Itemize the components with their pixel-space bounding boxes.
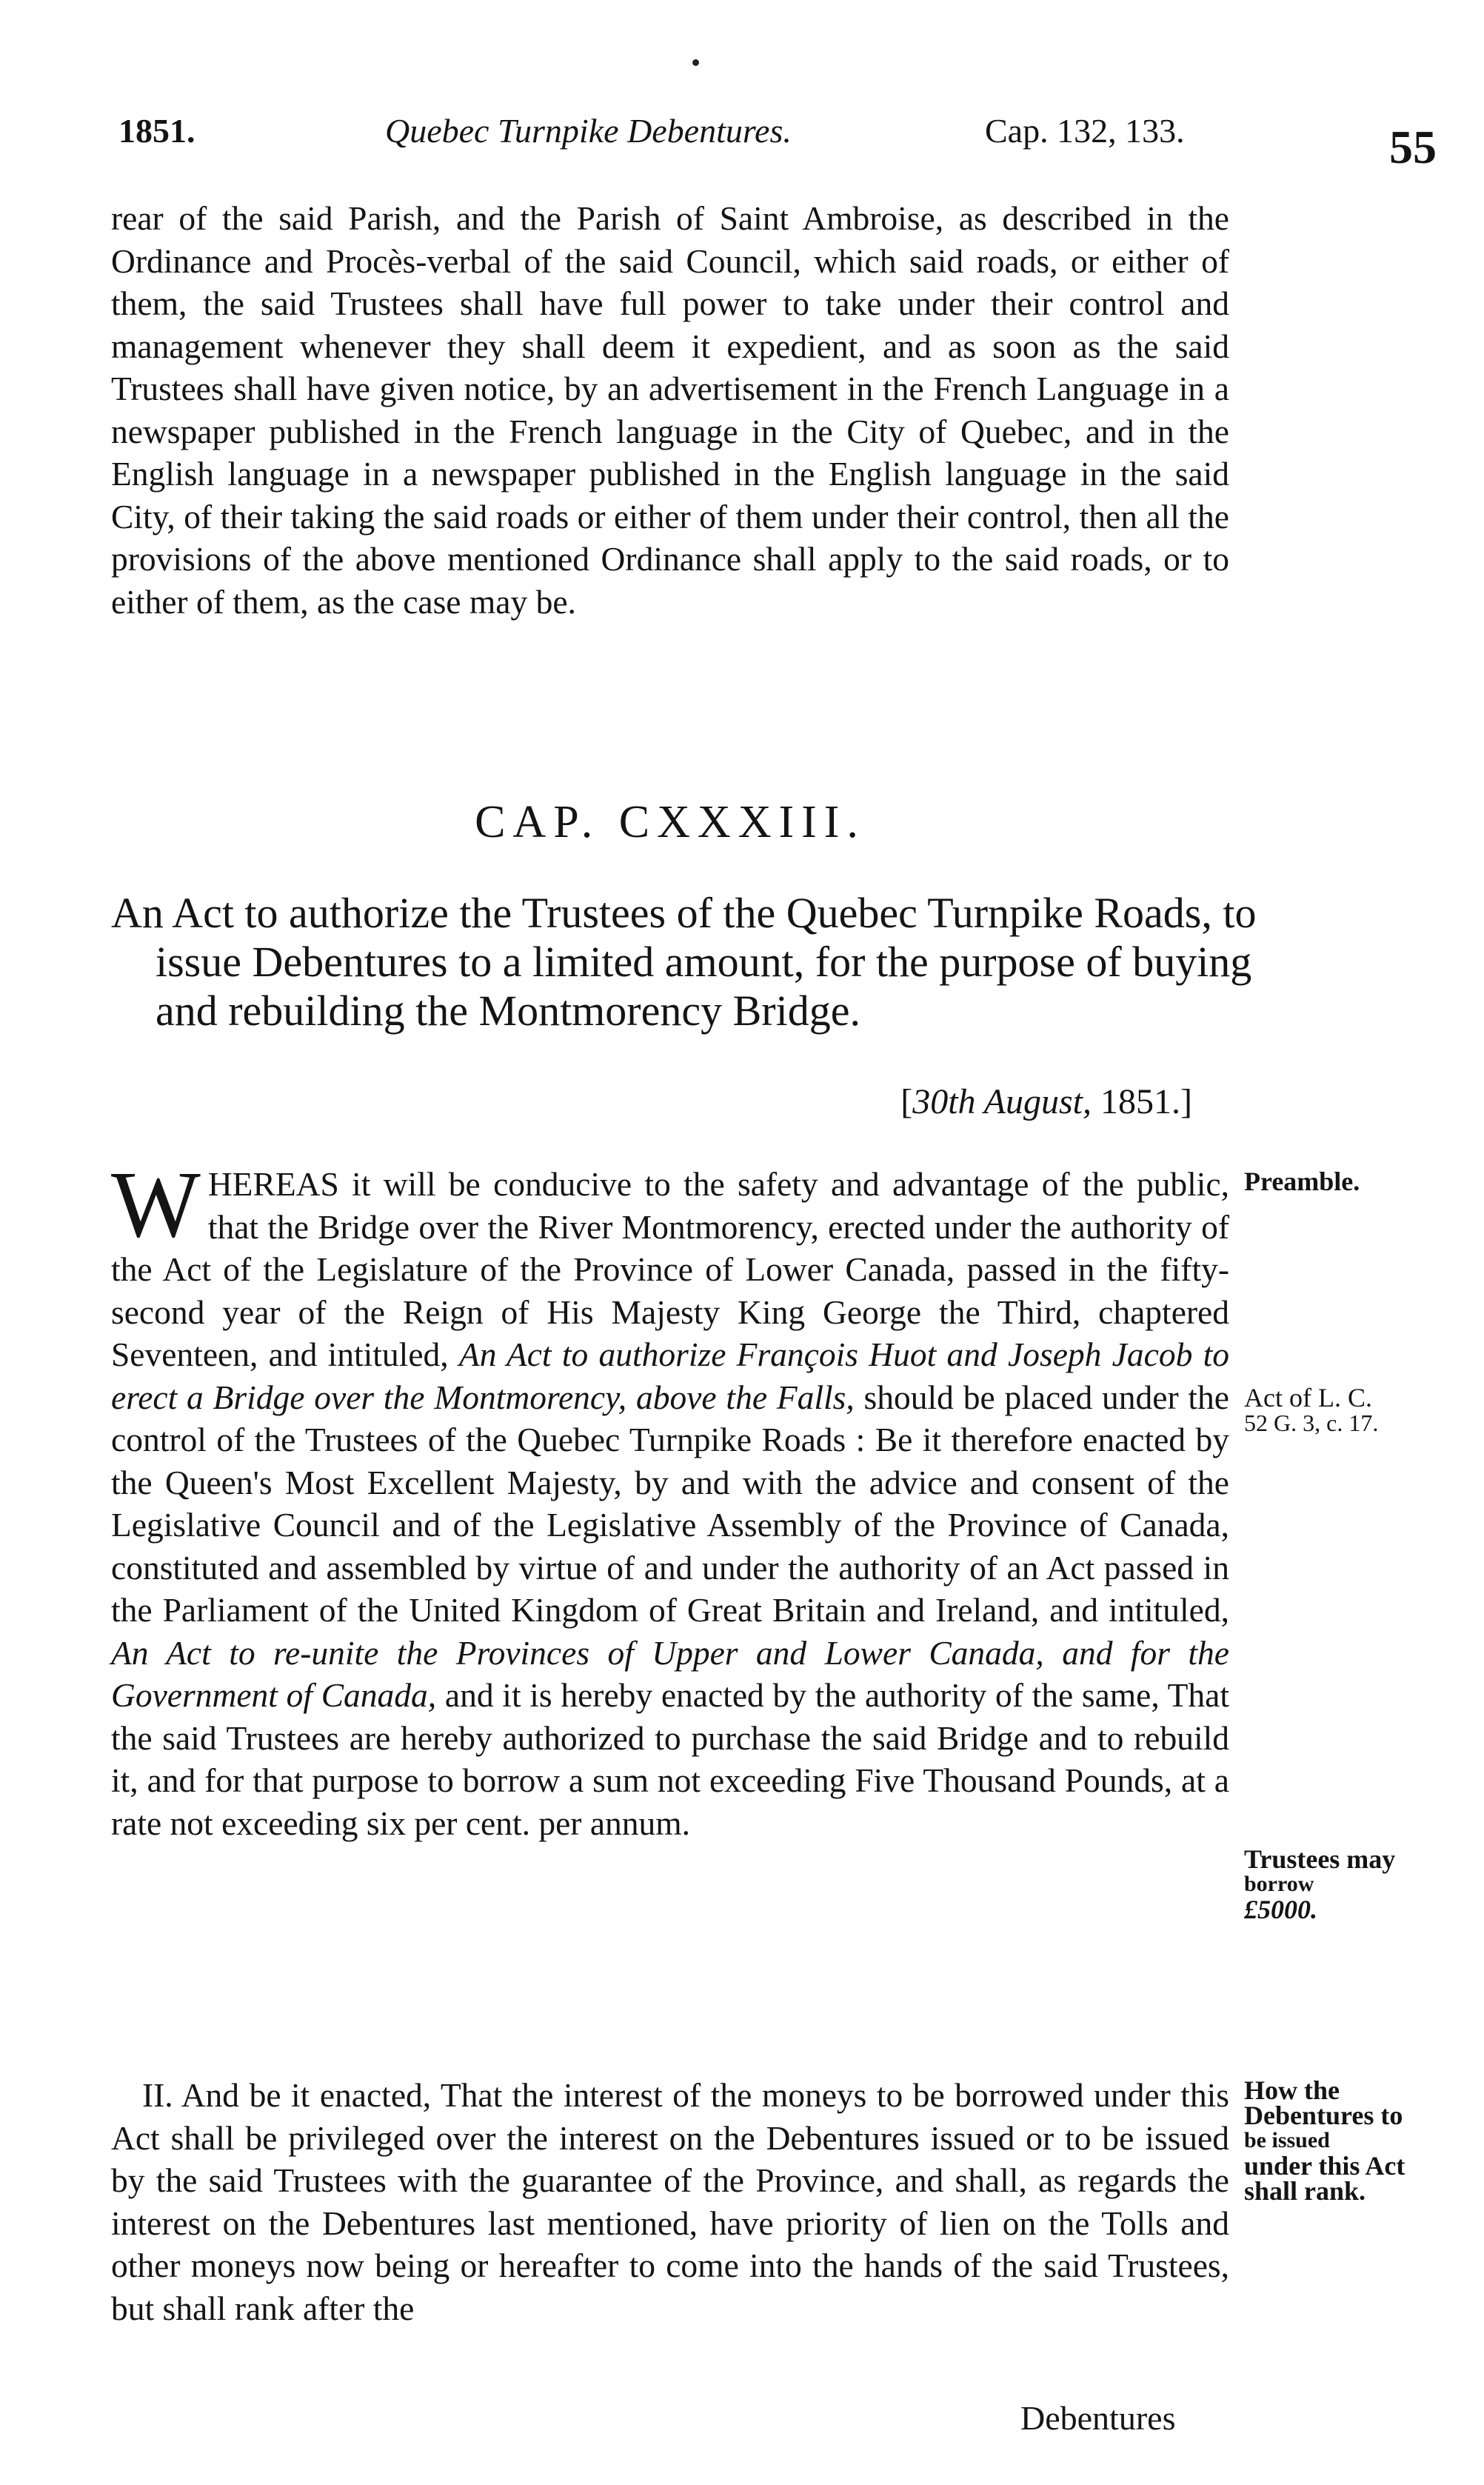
section-2-text: II. And be it enacted, That the interest of the moneys to be borrowed under this Act shall be privileged over the interest on the Debentures issued or to be issued by the said Trustees with the guarantee of the Province, and shall, as regards the interest on the Debentures last mentioned, have priority of lien on the Tolls and other moneys now being or hereafter to come into the hands of the said Trustees, but shall rank after the (111, 2076, 1229, 2327)
margin-note-line: Act of L. C. (1244, 1383, 1372, 1412)
margin-note-text: Preamble. (1244, 1167, 1360, 1196)
preamble-text-3: and it is hereby enacted by the authority of the same, That the said Trustees are hereby authorized to purchase the said Bridge and to rebuild it, and for that purpose to borrow a sum not exceeding Five Thousand Pounds, at a rate not exceeding six per cent. per annum. (111, 1676, 1229, 1842)
preamble-italic-act-1: An Act to authorize François Huot and Joseph Jacob to erect a Bridge over the Montmorency, above the Falls, (111, 1335, 1229, 1416)
margin-note-preamble (1244, 1169, 1481, 1194)
drop-cap: W (111, 1152, 201, 1257)
page-number: 55 (1389, 121, 1437, 173)
margin-note-line: £5000. (1244, 1895, 1317, 1924)
act-date-rest: 1851.] (1092, 1082, 1192, 1121)
margin-note-line: 52 G. 3, c. 17. (1244, 1410, 1379, 1436)
margin-note-line: borrow (1244, 1872, 1314, 1896)
margin-note-line: shall rank. (1244, 2176, 1366, 2206)
act-date-italic: 30th August, (912, 1082, 1092, 1121)
preamble-text-2: should be placed under the control of the Trustees of the Quebec Turnpike Roads : Be it therefore enacted by the Queen's Most Excellent Majesty, by and with the advice and consent of the Legislative Council and of the Legislative Assembly of the Province of Canada, constituted and assembled by virtue of and under the authority of an Act passed in the Parliament of the United Kingdom of Great Britain and Ireland, and intituled, (111, 1378, 1229, 1629)
margin-note-line: How the (1244, 2075, 1340, 2105)
preamble-italic-act-2: An Act to re-unite the Provinces of Upper and Lower Canada, and for the Government of Canada, (111, 1633, 1229, 1714)
chapter-heading: CAP. CXXXIII. (475, 797, 866, 847)
header-year: 1851. (118, 112, 195, 150)
margin-note-line: Debentures to (1244, 2101, 1403, 2130)
margin-note-line: be issued (1244, 2128, 1330, 2152)
continuation-paragraph: rear of the said Parish, and the Parish of Saint Ambroise, as described in the Ordinance and Procès-verbal of the said Council, which said roads, or either of them, the said Trustees shall have full power to take under their control and management whenever they shall deem it expedient, and as soon as the said Trustees shall have given notice, by an advertisement in the French Language in a newspaper published in the French language in the City of Quebec, and in the English language in a newspaper published in the English language in the said City, of their taking the said roads or either of them under their control, then all the provisions of the above mentioned Ordinance shall apply to the said roads, or to either of them, as the case may be. (111, 199, 1229, 621)
preamble-text-1: HEREAS it will be conducive to the safety and advantage of the public, that the Bridge over the River Montmorency, erected under the authority of the Act of the Legislature of the Province of Lower Canada, passed in the fifty-second year of the Reign of His Majesty King George the Third, chaptered Seventeen, and intituled, (111, 1165, 1229, 1373)
margin-note-trustees-may-borrow (1244, 1844, 1481, 1924)
section-2-paragraph (111, 2074, 1229, 2329)
header-running-title: Quebec Turnpike Debentures. (385, 112, 792, 150)
margin-note-line: Trustees may (1244, 1844, 1396, 1874)
margin-note-act-reference (1244, 1385, 1481, 1435)
act-date-open: [ (900, 1082, 913, 1121)
printer-mark (692, 59, 699, 66)
header-chapters: Cap. 132, 133. (985, 112, 1185, 150)
margin-note-how-debentures-rank (1244, 2075, 1481, 2206)
running-header (118, 111, 1466, 173)
preamble-paragraph (111, 1152, 1229, 1844)
catchword: Debentures (1020, 2399, 1176, 2437)
margin-note-line: under this Act (1244, 2151, 1406, 2181)
act-title: An Act to authorize the Trustees of the Quebec Turnpike Roads, to issue Debentures to a limited amount, for the purpose of buying and rebuilding the Montmorency Bridge. (111, 889, 1257, 1035)
act-date (111, 1081, 1192, 1122)
